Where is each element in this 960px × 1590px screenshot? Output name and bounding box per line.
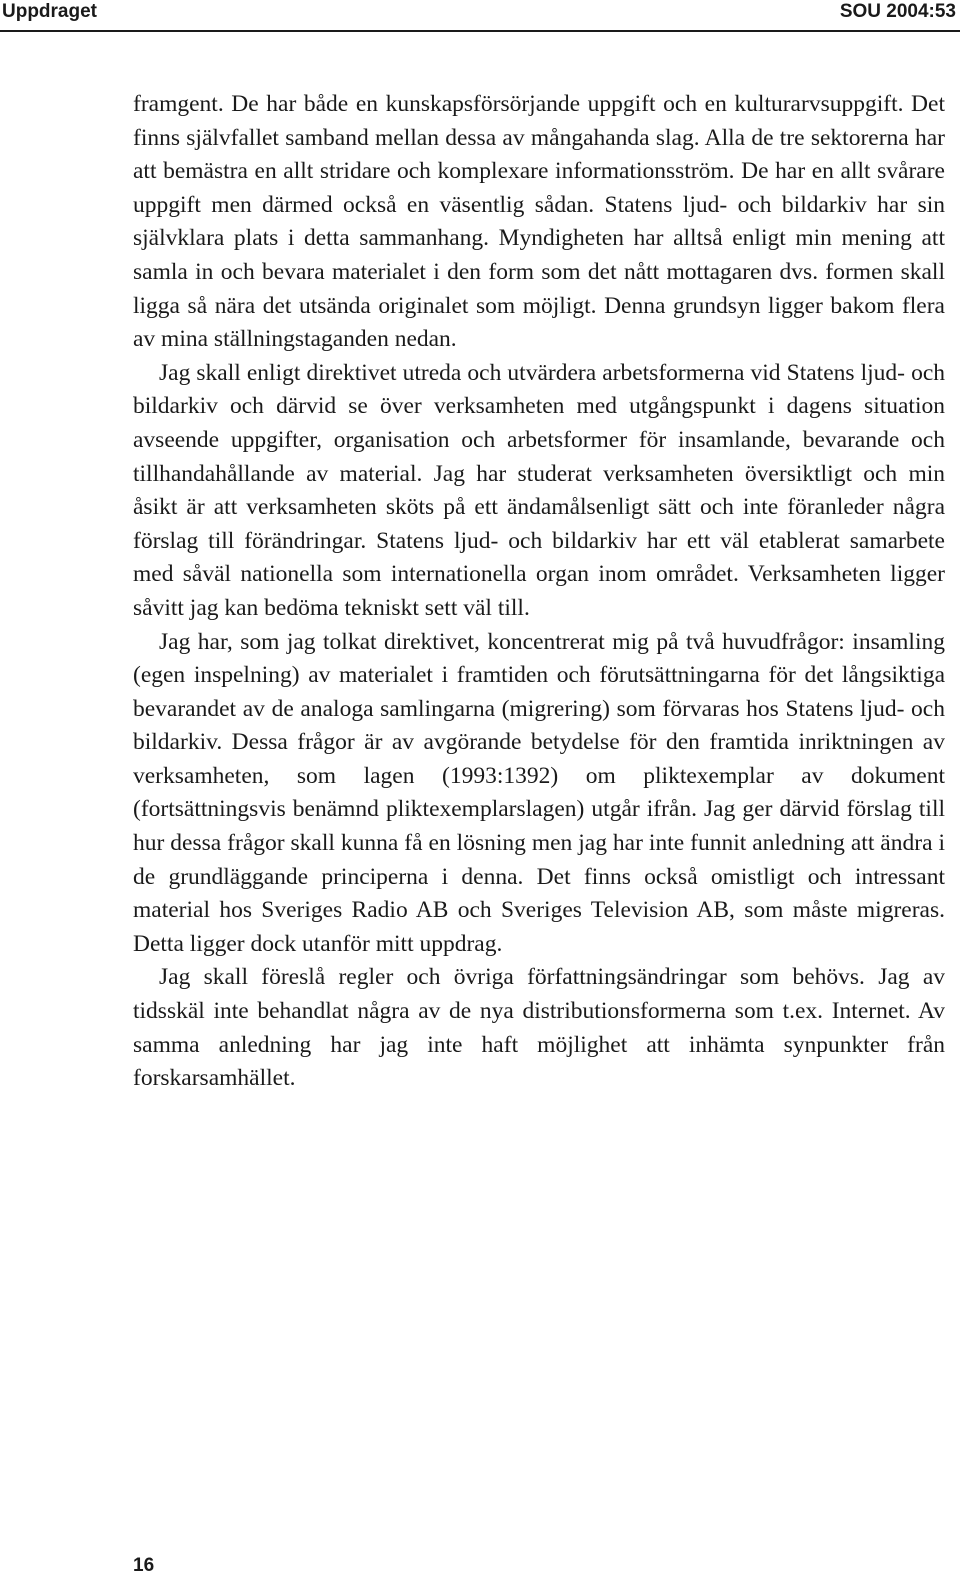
publication-id: SOU 2004:53: [839, 1, 956, 22]
body-text: [133, 88, 945, 1096]
running-header: [0, 0, 960, 32]
paragraph: Jag skall enligt direktivet utreda och utvärdera arbetsformerna vid Statens ljud- och bildarkiv och därvid se över verksamheten med utgångspunkt i dagens situation avseende uppgifter, organisation och arbetsformer för insamlande, bevarande och tillhandahållande av material. Jag har studerat verksamheten översiktligt och min åsikt är att verksamheten sköts på ett ändamålsenligt sätt och inte föranleder några förslag till förändringar. Statens ljud- och bildarkiv har ett väl etablerat samarbete med såväl nationella som internationella organ inom området. Verksamheten ligger såvitt jag kan bedöma tekniskt sett väl till.: [133, 359, 945, 621]
section-title: Uppdraget: [2, 1, 97, 22]
paragraph-continued: framgent. De har både en kunskapsförsörjande uppgift och en kulturarvsuppgift. Det finns självfallet samband mellan dessa av mångahanda slag. Alla de tre sektorerna har att bemästra en allt stridare och komplexare informationsström. De har en allt svårare uppgift men därmed också en väsentlig sådan. Statens ljud- och bildarkiv har sin självklara plats i detta sammanhang. Myndigheten har alltså enligt min mening att samla in och bevara materialet i den form som det nått mottagaren dvs. formen skall ligga så nära det utsända originalet som möjligt. Denna grundsyn ligger bakom flera av mina ställningstaganden nedan.: [133, 91, 945, 353]
page-number: 16: [133, 1555, 155, 1576]
paragraph: Jag har, som jag tolkat direktivet, koncentrerat mig på två huvudfrågor: insamling (egen inspelning) av materialet i framtiden och förutsättningarna för det långsiktiga bevarandet av de analoga samlingarna (migrering) som förvaras hos Statens ljud- och bildarkiv. Dessa frågor är av avgörande betydelse för den framtida inriktningen av verksamheten, som lagen (1993:1392) om pliktexemplar av dokument (fortsättningsvis benämnd pliktexemplarslagen) utgår ifrån. Jag ger därvid förslag till hur dessa frågor skall kunna få en lösning men jag har inte funnit anledning att ändra i de grundläggande principerna i denna. Det finns också omistligt och intressant material hos Sveriges Radio AB och Sveriges Television AB, som måste migreras. Detta ligger dock utanför mitt uppdrag.: [133, 628, 945, 957]
paragraph: Jag skall föreslå regler och övriga författningsändringar som behövs. Jag av tidsskäl inte behandlat några av de nya distributionsformerna som t.ex. Internet. Av samma anledning har jag inte haft möjlighet att inhämta synpunkter från forskarsamhället.: [133, 964, 945, 1092]
